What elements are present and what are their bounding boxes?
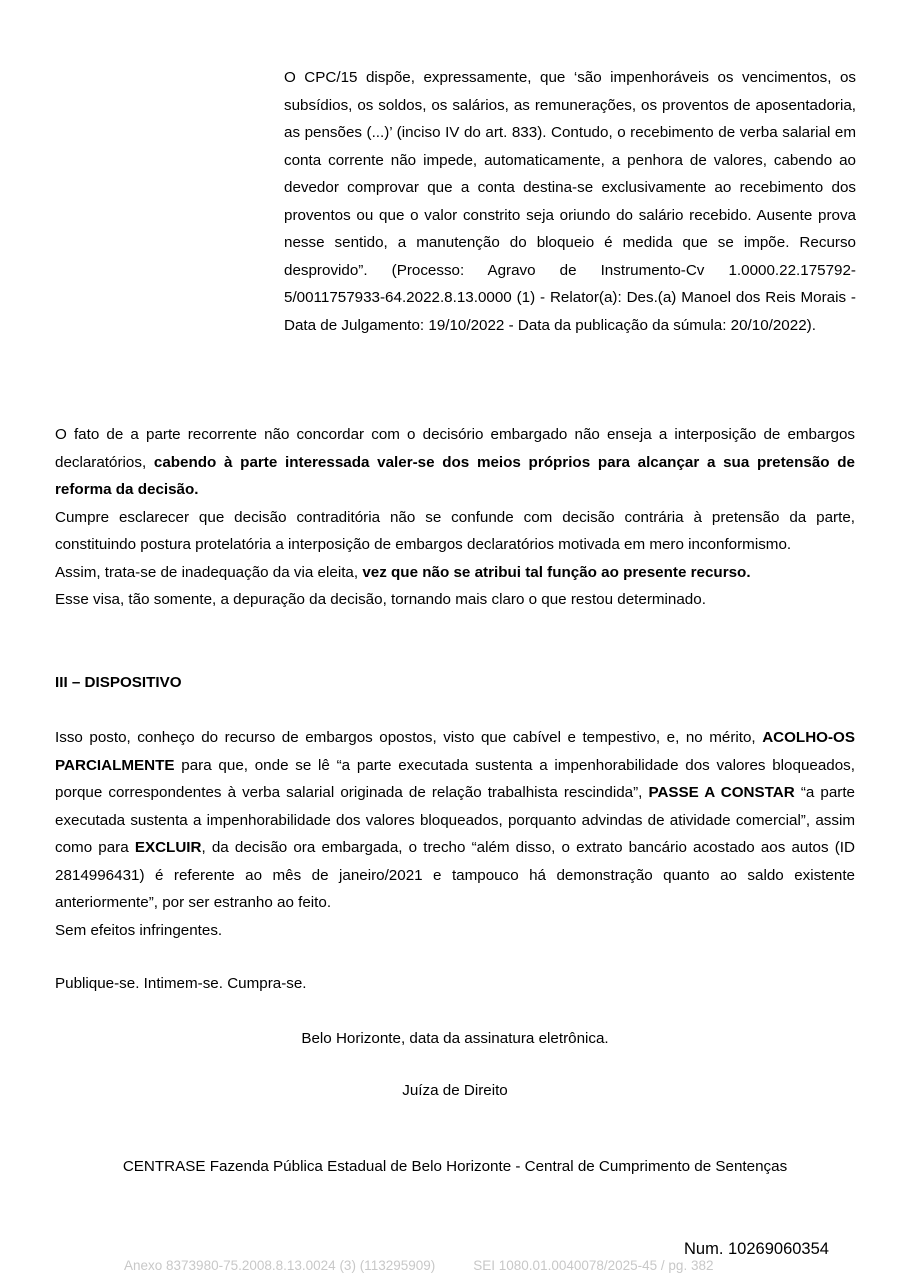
sei-reference: SEI 1080.01.0040078/2025-45 / pg. 382 [473,1258,714,1273]
paragraph-text: Assim, trata-se de inadequação da via eleita, [55,563,363,581]
place-date: Belo Horizonte, data da assinatura eletrônica. [301,1030,609,1047]
jurisprudence-quote: O CPC/15 dispõe, expressamente, que ‘são impenhoráveis os vencimentos, os subsídios, os soldos, os salários, as remunerações, os proventos de aposentadoria, as pensões (...)’ (inciso IV do art. 833). Contudo, o recebimento de verba salarial em conta corrente não impede, automaticamente, a penhora de valores, cabendo ao devedor comprovar que a conta destina-se exclusivamente ao recebimento dos proventos ou que o valor constrito seja oriundo do salário recebido. Ausente prova nesse sentido, a manutenção do bloqueio é medida que se impõe. Recurso desprovido”. (Processo: Agravo de Instrumento-Cv 1.0000.22.175792-5/0011757933-64.2022.8.13.0000 (1) - Relator(a): Des.(a) Manoel dos Reis Morais - Data de Julgamento: 19/10/2022 - Data da publicação da súmula: 20/10/2022). [284,69,856,334]
paragraph-ruling [55,724,855,917]
ruling-exclusion: EXCLUIR [134,839,202,856]
publication-order: Publique-se. Intimem-se. Cumpra-se. [55,975,307,992]
paragraph-no-effects: Sem efeitos infringentes. [55,921,223,939]
section-heading: III – DISPOSITIVO [55,674,182,691]
ruling-amendment: PASSE A CONSTAR [648,784,795,801]
paragraph-inadequacy [55,559,855,587]
ruling-text: , da decisão ora embargada, o trecho “além disso, o extrato bancário acostado aos autos (ID 2814996431) é referente ao mês de janeiro/2021 e tampouco há demonstração quanto ao saldo existente anteriormente”, por ser estranho ao feito. [55,839,855,911]
reasoning-section [55,421,855,614]
ruling-text: Isso posto, conheço do recurso de embargos opostos, visto que cabível e tempestivo, e, no mérito, [55,729,763,746]
paragraph-contradiction: Cumpre esclarecer que decisão contraditória não se confunde com decisão contrária à pretensão da parte, constituindo postura protelatória a interposição de embargos declaratórios motivada em mero inconformismo. [55,508,855,553]
page-footer [124,1256,713,1276]
paragraph-text: O fato de a parte recorrente não concordar com o decisório embargado não enseja a interposição de embargos declaratórios, [55,426,855,471]
paragraph-emphasis: vez que não se atribui tal função ao presente recurso. [362,563,751,581]
document-number: Num. 10269060354 [684,1240,829,1258]
ruling-text: para que, onde se lê “a parte executada sustenta a impenhorabilidade dos valores bloqueados, porque correspondentes à verba salarial originada de relação trabalhista rescindida”, [55,756,855,801]
court-name: CENTRASE Fazenda Pública Estadual de Belo Horizonte - Central de Cumprimento de Sentenças [122,1158,788,1175]
paragraph-emphasis: cabendo à parte interessada valer-se dos meios próprios para alcançar a sua pretensão de reforma da decisão. [55,453,855,498]
dispositivo-section [55,724,855,944]
paragraph-purpose: Esse visa, tão somente, a depuração da decisão, tornando mais claro o que restou determinado. [55,591,706,608]
ruling-decision: ACOLHO-OS PARCIALMENTE [55,729,855,774]
annex-reference: Anexo 8373980-75.2008.8.13.0024 (3) (113295909) [124,1258,436,1273]
signer-role: Juíza de Direito [402,1082,508,1099]
paragraph-non-agreement [55,421,855,504]
ruling-text: “a parte executada sustenta a impenhorabilidade dos valores bloqueados, porquanto advindas de atividade comercial”, assim como para [55,784,856,856]
